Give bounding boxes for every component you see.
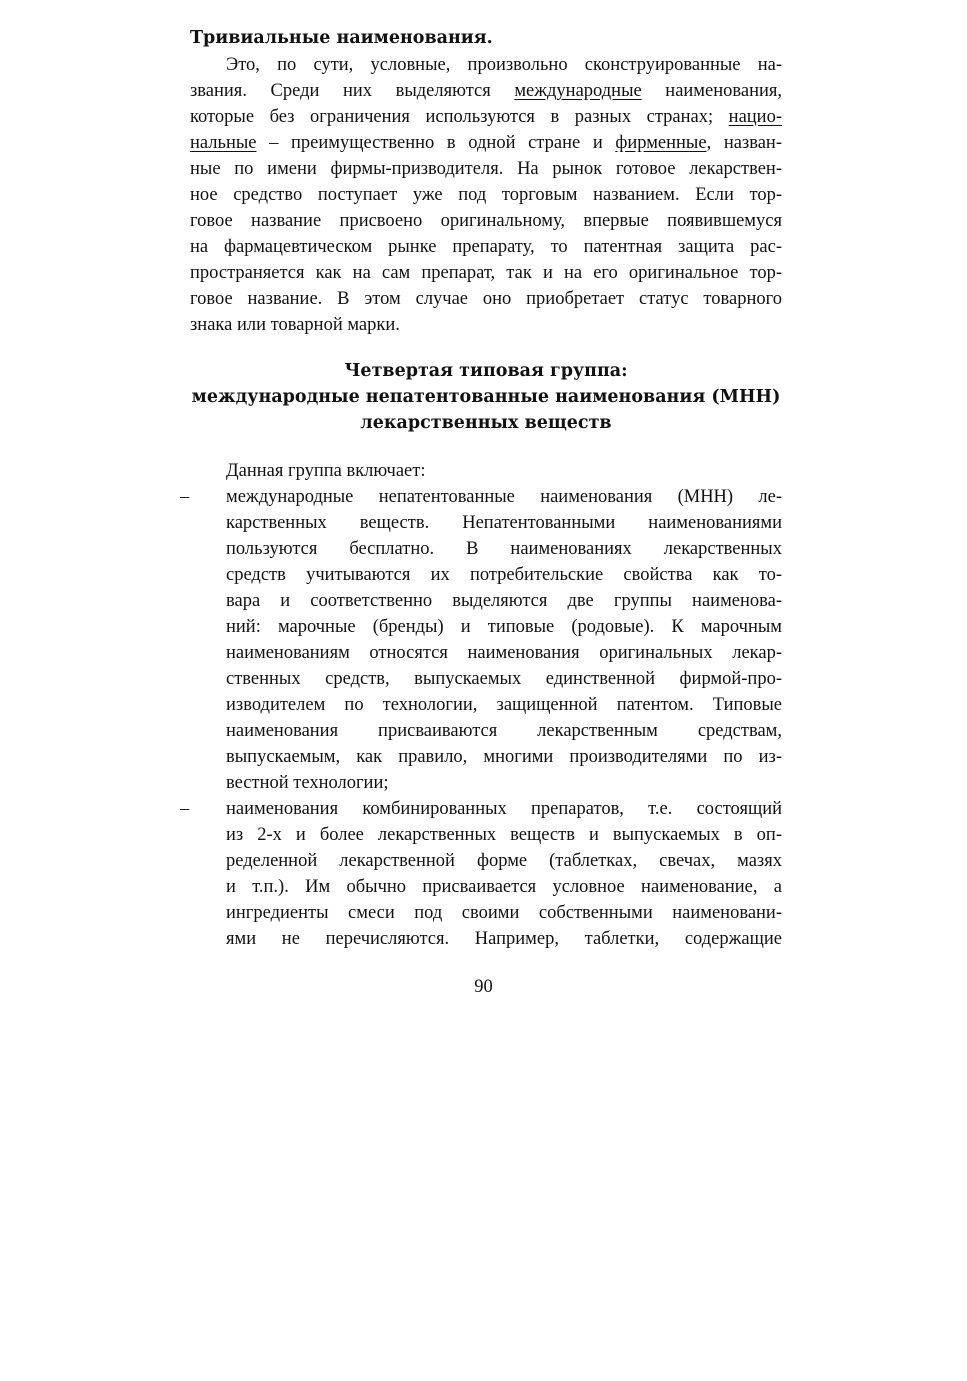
list-dash: – [180,799,190,819]
underlined-term: фирменные [615,133,707,153]
list-item-line: вестной технологии; [226,773,389,793]
list-item-line: пользуются бесплатно. В наименованиях лекарственных [226,539,782,559]
list-item-line: из 2-х и более лекарственных веществ и выпускаемых в оп- [226,825,782,845]
underlined-term: международные [514,81,642,101]
list-item-line: наименования присваиваются лекарственным средствам, [226,721,782,741]
list-item-line: международные непатентованные наименования (МНН) ле- [226,487,782,507]
list-item-line: ределенной лекарственной форме (таблетках, свечах, мазях [226,851,782,871]
underlined-term: нальные [190,133,257,153]
list-item-line: выпускаемым, как правило, многими производителями по из- [226,747,782,767]
list-item-line: карственных веществ. Непатентованными наименованиями [226,513,782,533]
intro-line: Данная группа включает: [226,461,426,481]
subsection-heading: Тривиальные наименования. [190,28,493,48]
list-item-line: ний: марочные (бренды) и типовые (родовые). К марочным [226,617,782,637]
paragraph-line: Это, по сути, условные, произвольно сконструированные на- [226,55,782,75]
list-item-line: и т.п.). Им обычно присваивается условное наименование, а [226,877,782,897]
paragraph-line: ные по имени фирмы-призводителя. На рынок готовое лекарствен- [190,159,782,179]
paragraph-line: знака или товарной марки. [190,315,400,335]
paragraph-line: говое название присвоено оригинальному, впервые появившемуся [190,211,782,231]
list-dash: – [180,487,190,507]
list-item-line: ингредиенты смеси под своими собственными наименовани- [226,903,782,923]
list-item-line: ями не перечисляются. Например, таблетки, содержащие [226,929,782,949]
list-item-line: изводителем по технологии, защищенной патентом. Типовые [226,695,782,715]
paragraph-line: пространяется как на сам препарат, так и на его оригинальное тор- [190,263,782,283]
paragraph-line: которые без ограничения используются в разных странах; нацио- [190,107,782,127]
paragraph-line: ное средство поступает уже под торговым названием. Если тор- [190,185,782,205]
list-item-line: наименования комбинированных препаратов, т.е. состоящий [226,799,782,819]
underlined-term: нацио- [728,107,782,127]
paragraph-line: говое название. В этом случае оно приобретает статус товарного [190,289,782,309]
section-title-line: Четвертая типовая группа: [344,361,628,381]
list-item-line: средств учитываются их потребительские свойства как то- [226,565,782,585]
page-number: 90 [474,977,493,997]
list-item-line: вара и соответственно выделяются две группы наименова- [226,591,782,611]
list-item-line: наименованиям относятся наименования оригинальных лекар- [226,643,782,663]
paragraph-line: звания. Среди них выделяются международные наименования, [190,81,783,101]
section-title-line: международные непатентованные наименования (МНН) [191,387,781,407]
section-title-line: лекарственных веществ [360,413,612,433]
list-item-line: ственных средств, выпускаемых единственной фирмой-про- [226,669,782,689]
paragraph-line: нальные – преимущественно в одной стране и фирменные, назван- [190,133,782,153]
paragraph-line: на фармацевтическом рынке препарату, то патентная защита рас- [190,237,782,257]
